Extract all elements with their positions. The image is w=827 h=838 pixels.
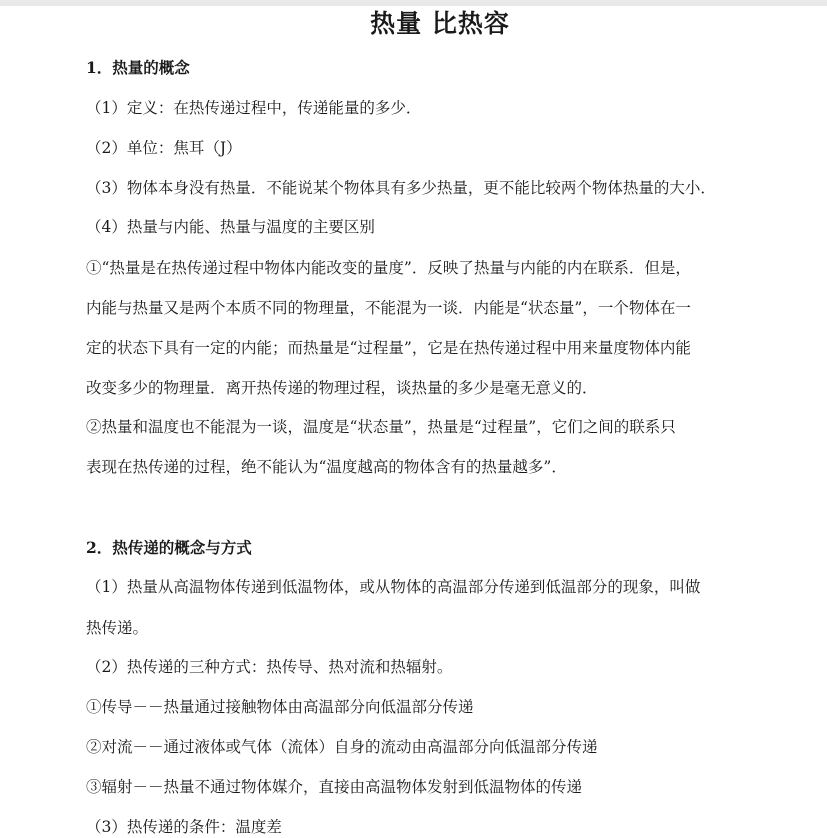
section-1-line: （1）定义：在热传递过程中，传递能量的多少．: [86, 99, 422, 117]
section-1-line: 改变多少的物理量．离开热传递的物理过程，谈热量的多少是毫无意义的．: [86, 379, 598, 397]
section-2-line: （2）热传递的三种方式：热传导、热对流和热辐射。: [86, 658, 453, 676]
section-1-line: 内能与热量又是两个本质不同的物理量，不能混为一谈．内能是“状态量”，一个物体在一: [86, 299, 691, 317]
page-title: 热量 比热容: [370, 9, 510, 38]
section-2-line: （1）热量从高温物体传递到低温物体，或从物体的高温部分传递到低温部分的现象，叫做: [86, 578, 701, 596]
section-1-line: ①“热量是在热传递过程中物体内能改变的量度”．反映了热量与内能的内在联系．但是，: [86, 259, 691, 277]
section-2-line: ①传导－－热量通过接触物体由高温部分向低温部分传递: [86, 698, 474, 716]
section-1-line: （3）物体本身没有热量．不能说某个物体具有多少热量，更不能比较两个物体热量的大小．: [86, 179, 716, 197]
section-1-line: （4）热量与内能、热量与温度的主要区别: [86, 218, 375, 236]
section-2-line: ③辐射－－热量不通过物体媒介，直接由高温物体发射到低温物体的传递: [86, 778, 583, 796]
section-2-line: 热传递。: [86, 619, 149, 637]
section-1-heading: 1．热量的概念: [86, 58, 190, 77]
section-1-line: （2）单位：焦耳（J）: [86, 139, 242, 157]
section-1-line: 表现在热传递的过程，绝不能认为“温度越高的物体含有的热量越多”．: [86, 458, 567, 476]
section-2-line: ②对流－－通过液体或气体（流体）自身的流动由高温部分向低温部分传递: [86, 738, 598, 756]
section-1-line: ②热量和温度也不能混为一谈，温度是“状态量”，热量是“过程量”，它们之间的联系只: [86, 418, 676, 436]
section-2-line: （3）热传递的条件：温度差: [86, 818, 282, 836]
section-2-heading: 2．热传递的概念与方式: [86, 538, 252, 557]
section-1-line: 定的状态下具有一定的内能；而热量是“过程量”，它是在热传递过程中用来量度物体内能: [86, 339, 691, 357]
